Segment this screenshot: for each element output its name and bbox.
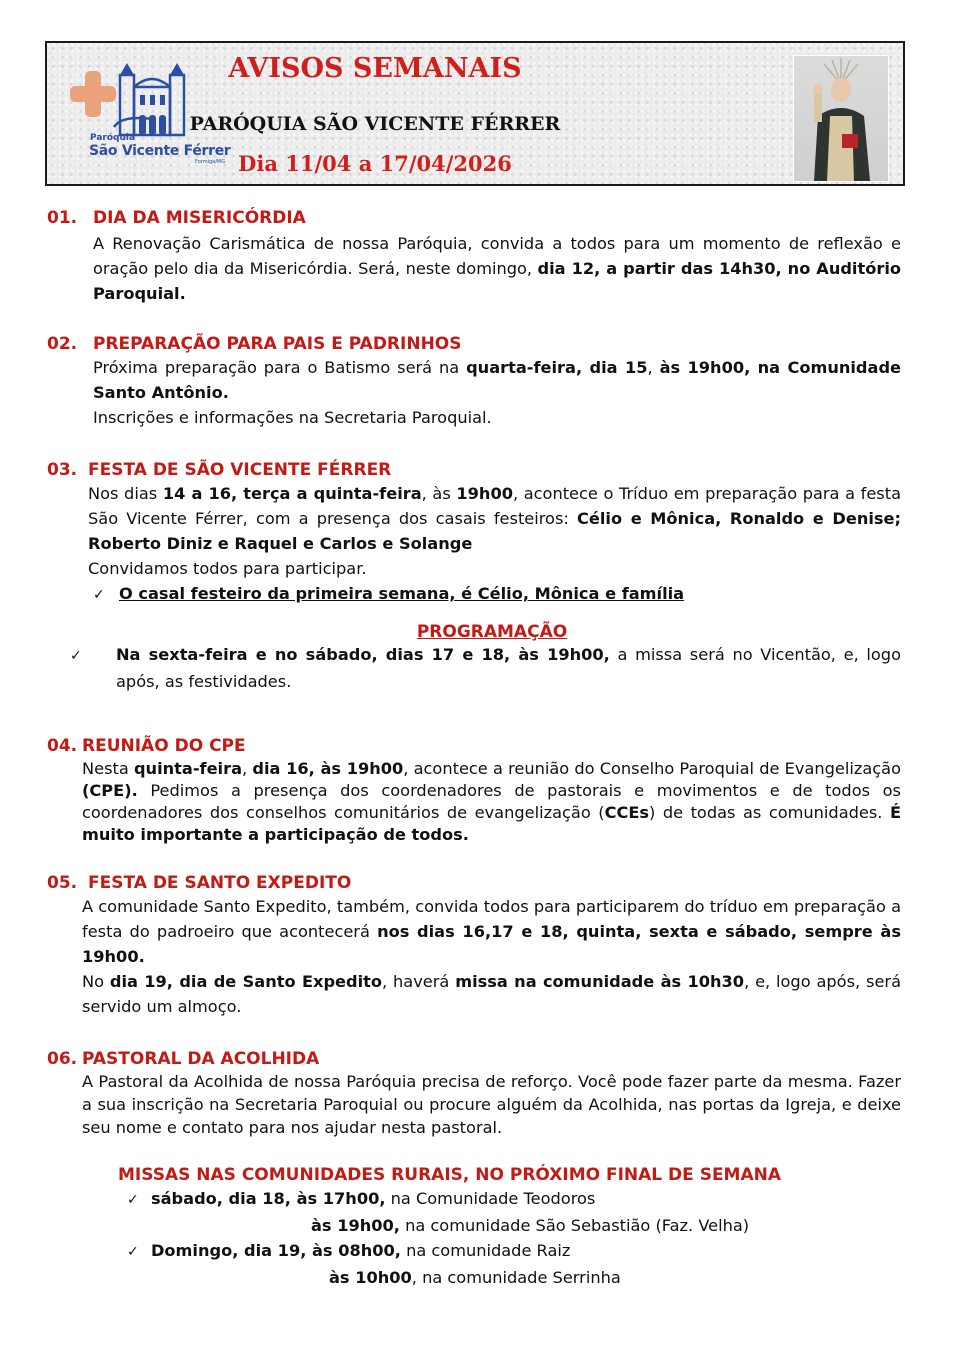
notice-title: PASTORAL DA ACOLHIDA: [82, 1049, 320, 1069]
notice-06: [47, 1049, 901, 1139]
notice-number: 05.: [47, 873, 78, 893]
notice-title: DIA DA MISERICÓRDIA: [93, 208, 306, 228]
saint-statue-image: [793, 55, 889, 182]
mass-item: às 10h00, na comunidade Serrinha: [329, 1268, 621, 1287]
logo-small-text: Paróquia: [90, 133, 136, 143]
logo-city-text: Formiga/MG: [195, 159, 226, 165]
notice-number: 03.: [47, 460, 78, 480]
rural-masses-title: MISSAS NAS COMUNIDADES RURAIS, NO PRÓXIMO FINAL DE SEMANA: [118, 1165, 782, 1185]
notice-number: 06.: [47, 1049, 78, 1069]
parish-name: PARÓQUIA SÃO VICENTE FÉRRER: [189, 113, 561, 135]
rural-masses: [47, 1165, 901, 1290]
check-icon: ✓: [127, 1192, 139, 1208]
programacao-heading: PROGRAMAÇÃO: [416, 622, 568, 642]
notice-title: REUNIÃO DO CPE: [82, 736, 246, 756]
notice-number: 02.: [47, 334, 78, 354]
notice-body-2: Inscrições e informações na Secretaria Paroquial.: [93, 408, 492, 427]
date-range: Dia 11/04 a 17/04/2026: [238, 151, 512, 176]
mass-item: ✓ sábado, dia 18, às 17h00, na Comunidade Teodoros: [127, 1186, 901, 1213]
notice-title: PREPARAÇÃO PARA PAIS E PADRINHOS: [93, 334, 462, 354]
notice-title: FESTA DE SANTO EXPEDITO: [88, 873, 352, 893]
logo-name-text: São Vicente Férrer: [89, 143, 231, 159]
notice-body: A comunidade Santo Expedito, também, convida todos para participarem do tríduo em preparação a festa do padroeiro que acontecerá nos dias 16,17 e 18, quinta, sexta e sábado, sempre às 19h00.: [82, 897, 901, 966]
notice-body-2: No dia 19, dia de Santo Expedito, haverá missa na comunidade às 10h30, e, logo após, será servido um almoço.: [82, 972, 901, 1016]
page-title: AVISOS SEMANAIS: [228, 53, 522, 84]
notice-body: A Pastoral da Acolhida de nossa Paróquia precisa de reforço. Você pode fazer parte da mesma. Fazer a sua inscrição na Secretaria Paroquial ou procure alguém da Acolhida, nas portas da Igreja, e deixe seu nome e contato para nos ajudar nesta pastoral.: [82, 1072, 901, 1137]
notice-02: [47, 334, 901, 430]
notice-body: Nesta quinta-feira, dia 16, às 19h00, acontece a reunião do Conselho Paroquial de Evangelização (CPE). Pedimos a presença dos coordenadores de pastorais e movimentos e de todos os coordenadores dos conselhos comunitários de evangelização (CCEs) de todas as comunidades. É muito importante a participação de todos.: [82, 759, 902, 844]
checklist-item: ✓ Na sexta-feira e no sábado, dias 17 e 18, às 19h00, a missa será no Vicentão, e, logo após, as festividades.: [70, 645, 901, 691]
notice-03: [47, 460, 901, 694]
notice-body: Próxima preparação para o Batismo será na quarta-feira, dia 15, às 19h00, na Comunidade Santo Antônio.: [93, 358, 902, 402]
notice-body-2: Convidamos todos para participar.: [88, 559, 367, 578]
notice-body: Nos dias 14 a 16, terça a quinta-feira, às 19h00, acontece o Tríduo em preparação para a festa São Vicente Férrer, com a presença dos casais festeiros: Célio e Mônica, Ronaldo e Denise; Roberto Diniz e Raquel e Carlos e Solange: [88, 484, 901, 553]
check-icon: ✓: [93, 587, 105, 603]
header-banner: [45, 41, 905, 186]
notice-01: [47, 208, 901, 306]
mass-item: às 19h00, na comunidade São Sebastião (Faz. Velha): [311, 1216, 750, 1235]
checklist-item: ✓ O casal festeiro da primeira semana, é Célio, Mônica e família: [93, 581, 901, 608]
check-icon: ✓: [127, 1244, 139, 1260]
notice-04: [47, 736, 901, 846]
notice-number: 04.: [47, 736, 78, 756]
notice-05: [47, 873, 901, 1019]
notice-title: FESTA DE SÃO VICENTE FÉRRER: [88, 460, 392, 480]
notice-body: A Renovação Carismática de nossa Paróquia, convida a todos para um momento de reflexão e oração pelo dia da Misericórdia. Será, neste domingo, dia 12, a partir das 14h30, no Auditório Paroquial.: [93, 234, 901, 303]
notice-number: 01.: [47, 208, 78, 228]
check-icon: ✓: [70, 648, 82, 664]
mass-item: ✓ Domingo, dia 19, às 08h00, na comunidade Raiz: [127, 1238, 901, 1265]
